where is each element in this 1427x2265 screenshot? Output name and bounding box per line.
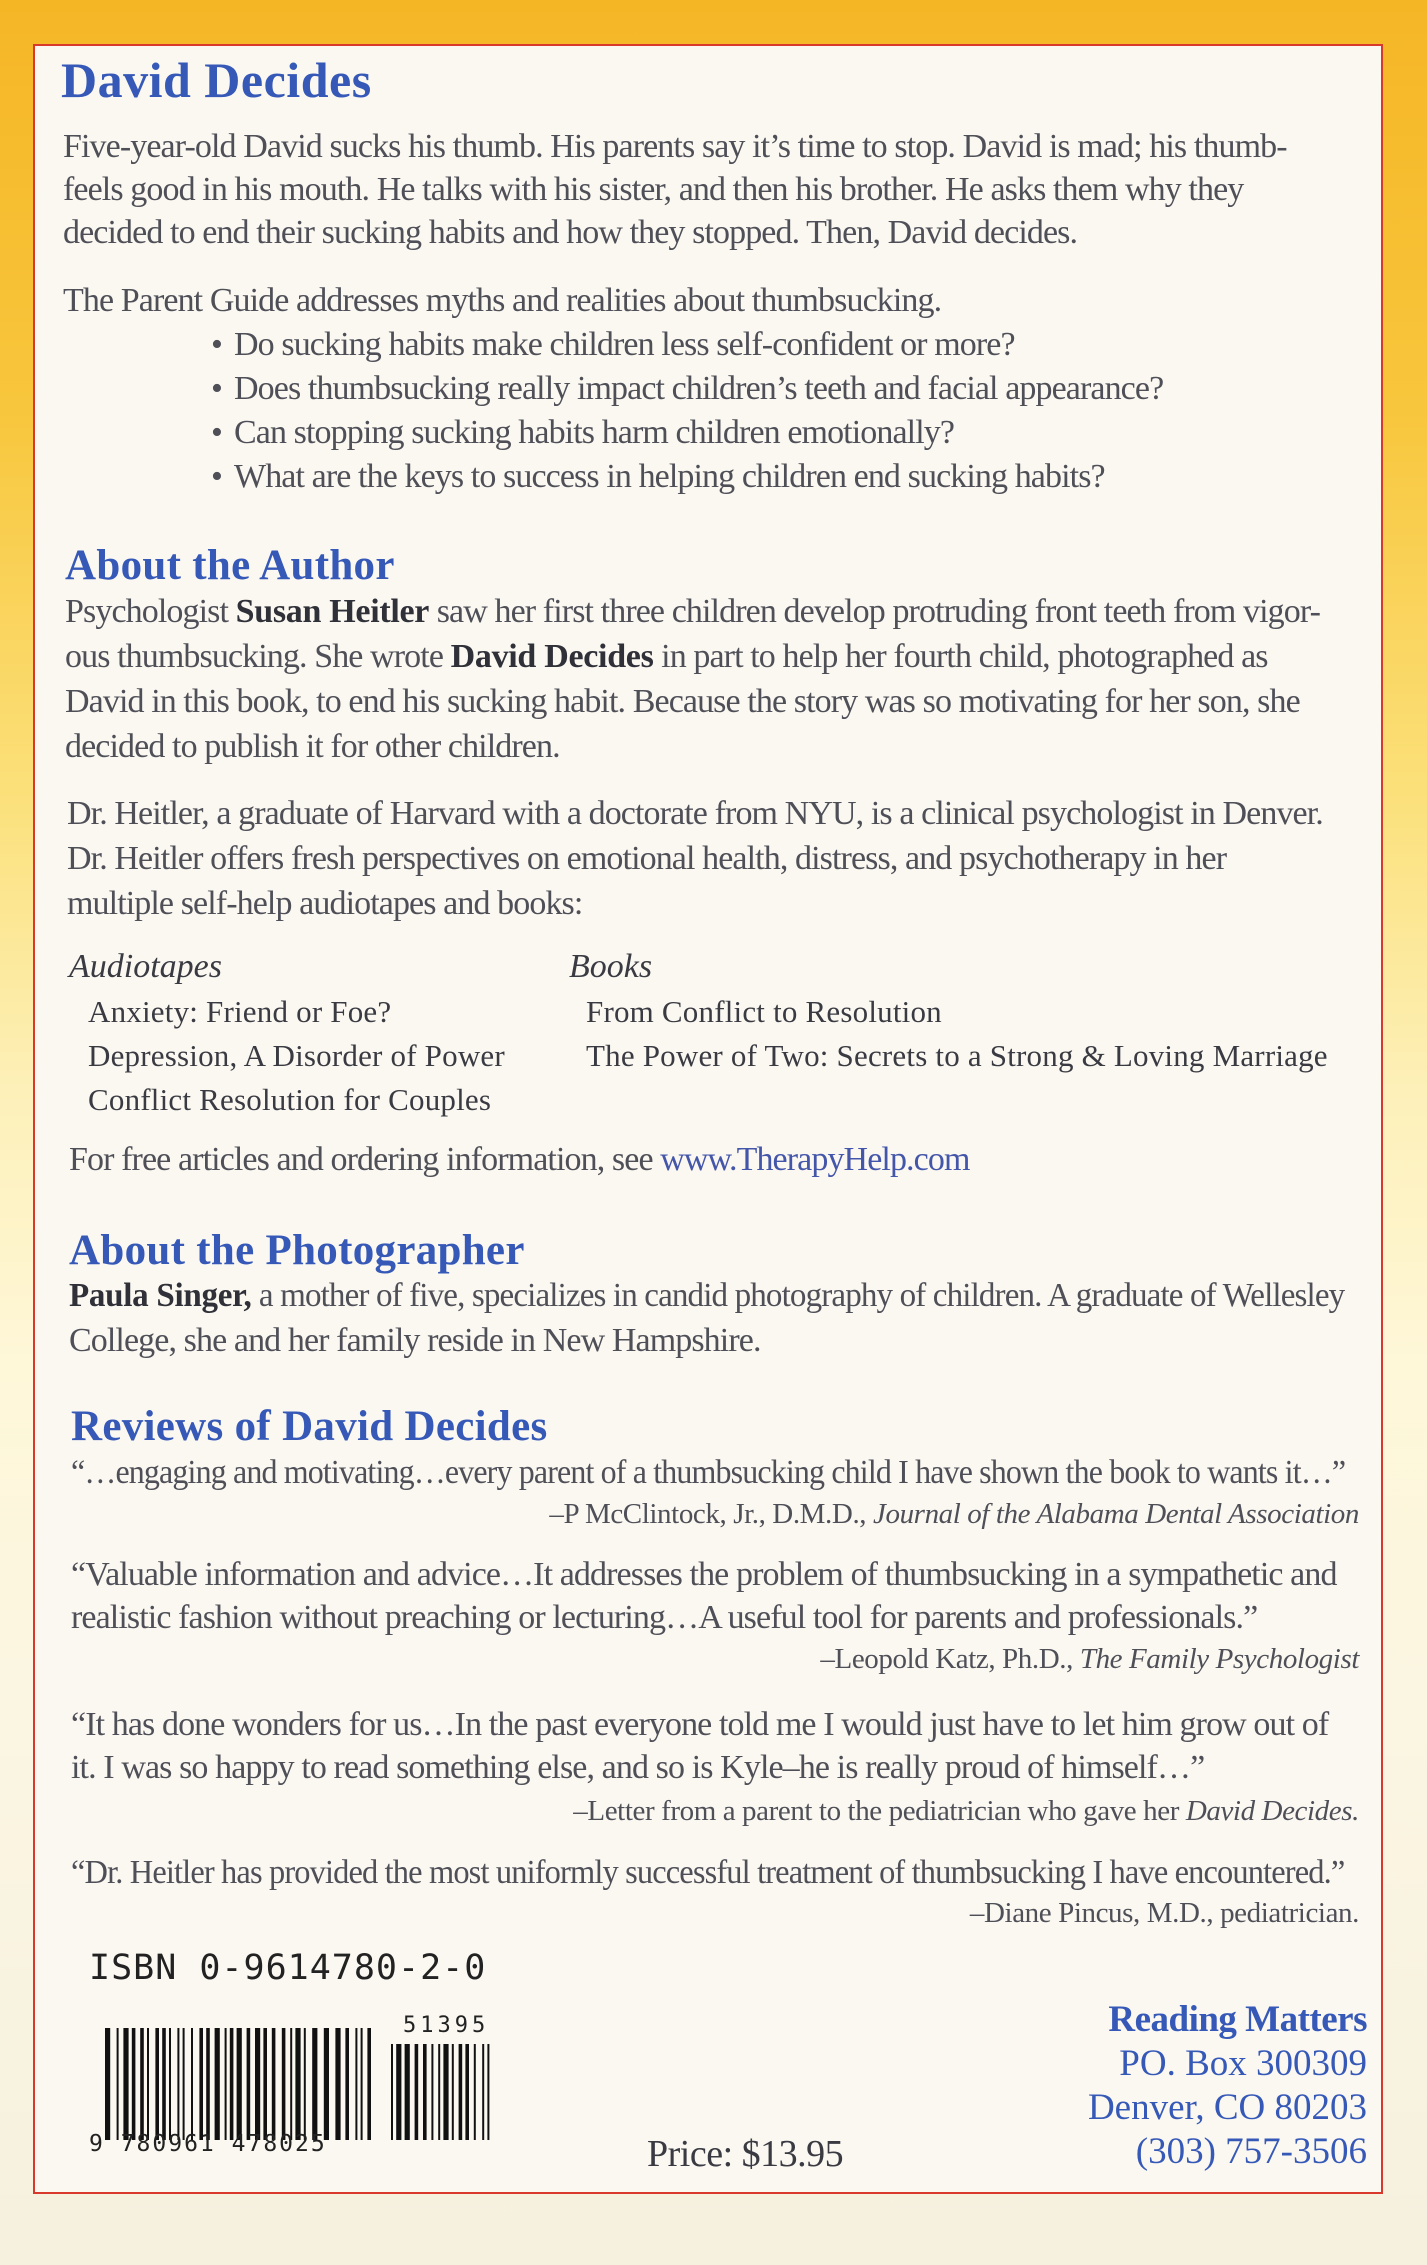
audiotape-item: Anxiety: Friend or Foe?	[88, 994, 392, 1029]
bullet-item: • What are the keys to success in helping children end sucking habits?	[211, 458, 1105, 495]
books-label: Books	[569, 948, 653, 985]
barcode-bar	[237, 2028, 242, 2140]
barcode-bar	[199, 2028, 203, 2140]
intro-line: Five-year-old David sucks his thumb. His parents say it’s time to stop. David is mad; his thumb-	[63, 128, 1287, 165]
author-line: ous thumbsucking. She wrote David Decides in part to help her fourth child, photographed as	[65, 638, 1268, 675]
publisher-address: PO. Box 300309	[1119, 2043, 1367, 2084]
audiotapes-label: Audiotapes	[69, 948, 222, 985]
page-title: David Decides	[61, 52, 372, 108]
barcode-bar	[169, 2028, 171, 2140]
publisher-name: Reading Matters	[1108, 1999, 1367, 2040]
back-cover-panel	[33, 44, 1383, 2194]
barcode-bar	[225, 2028, 227, 2140]
review-quote: “Valuable information and advice…It addresses the problem of thumbsucking in a sympathetic and	[71, 1556, 1337, 1593]
barcode-bar	[290, 2028, 292, 2140]
barcode-bar	[147, 2028, 149, 2140]
barcode-bars	[105, 2028, 385, 2140]
barcode-bar	[415, 2044, 419, 2140]
free-articles-line: For free articles and ordering information, see www.TherapyHelp.com	[69, 1141, 970, 1178]
barcode-bar	[132, 2028, 136, 2140]
photographer-line: Paula Singer, a mother of five, specializes in candid photography of children. A graduate of Wellesley	[69, 1277, 1345, 1314]
review-attribution: –P McClintock, Jr., D.M.D., Journal of the Alabama Dental Association	[549, 1498, 1359, 1530]
author-heading: About the Author	[65, 542, 395, 589]
barcode-bar	[367, 2028, 371, 2140]
barcode-digits: 9 780961 478025	[89, 2131, 327, 2157]
barcode-bar	[247, 2028, 251, 2140]
barcode-bar	[105, 2028, 110, 2140]
barcode-bar	[155, 2028, 159, 2140]
barcode-bar	[443, 2044, 448, 2140]
author-line: Psychologist Susan Heitler saw her first three children develop protruding front teeth from vigor-	[65, 593, 1321, 630]
barcode-bar	[206, 2028, 210, 2140]
barcode-bar	[345, 2028, 349, 2140]
barcode-bar	[215, 2028, 220, 2140]
intro-line: feels good in his mouth. He talks with his sister, and then his brother. He asks them why they	[63, 171, 1244, 208]
barcode-bar	[405, 2044, 410, 2140]
barcode-bar	[272, 2028, 276, 2140]
audiotape-item: Conflict Resolution for Couples	[88, 1082, 492, 1117]
barcode-bar	[438, 2044, 440, 2140]
review-attribution: –Diane Pincus, M.D., pediatrician.	[969, 1897, 1359, 1929]
barcode-bar	[263, 2028, 267, 2140]
barcode-bar	[482, 2044, 484, 2140]
author-bio-line: Dr. Heitler, a graduate of Harvard with a doctorate from NYU, is a clinical psychologist in Denver.	[67, 795, 1323, 832]
photographer-line: College, she and her family reside in New Hampshire.	[69, 1322, 761, 1359]
review-quote: “It has done wonders for us…In the past everyone told me I would just have to let him grow out of	[71, 1706, 1329, 1743]
barcode-bar	[295, 2028, 300, 2140]
author-bio-line: Dr. Heitler offers fresh perspectives on emotional health, distress, and psychotherapy in her	[67, 840, 1227, 877]
barcode-bar	[191, 2028, 193, 2140]
author-name: Susan Heitler	[235, 593, 430, 630]
photographer-name: Paula Singer,	[69, 1277, 252, 1314]
author-line: David in this book, to end his sucking habit. Because the story was so motivating for her son, she	[65, 683, 1300, 720]
barcode-bar	[282, 2028, 286, 2140]
barcode-bar	[324, 2028, 329, 2140]
bullet-item: • Does thumbsucking really impact children’s teeth and facial appearance?	[211, 370, 1164, 407]
book-item: From Conflict to Resolution	[586, 994, 942, 1029]
price-code-digits: 51395	[403, 2013, 490, 2038]
website-link[interactable]: www.TherapyHelp.com	[660, 1141, 970, 1178]
book-item: The Power of Two: Secrets to a Strong & Loving Marriage	[586, 1038, 1328, 1073]
reviews-heading: Reviews of David Decides	[71, 1403, 548, 1450]
barcode-bar	[431, 2044, 433, 2140]
audiotape-item: Depression, A Disorder of Power	[88, 1038, 505, 1073]
book-title: David Decides	[450, 638, 654, 675]
isbn-barcode	[89, 1948, 507, 2168]
barcode-extension-bars	[391, 2044, 501, 2140]
guide-intro: The Parent Guide addresses myths and realities about thumbsucking.	[63, 282, 942, 319]
barcode-bar	[123, 2028, 128, 2140]
bullet-item: • Can stopping sucking habits harm children emotionally?	[211, 414, 955, 451]
barcode-bar	[465, 2044, 469, 2140]
author-line: decided to publish it for other children.	[65, 728, 560, 765]
publisher-city: Denver, CO 80203	[1087, 2087, 1367, 2128]
barcode-bar	[140, 2028, 144, 2140]
barcode-bar	[474, 2044, 476, 2140]
isbn-number: ISBN 0-9614780-2-0	[89, 1948, 487, 1988]
intro-line: decided to end their sucking habits and how they stopped. Then, David decides.	[63, 214, 1078, 251]
review-attribution: –Letter from a parent to the pediatrician who gave her David Decides.	[573, 1795, 1359, 1827]
review-quote: realistic fashion without preaching or lecturing…A useful tool for parents and professionals.”	[71, 1599, 1258, 1636]
publisher-phone: (303) 757-3506	[1135, 2131, 1367, 2172]
barcode-bar	[162, 2028, 166, 2140]
barcode-bar	[183, 2028, 185, 2140]
bullet-item: • Do sucking habits make children less self-confident or more?	[211, 326, 1015, 363]
review-quote: it. I was so happy to read something else, and so is Kyle–he is really proud of himself…”	[71, 1749, 1205, 1786]
author-bio-line: multiple self-help audiotapes and books:	[67, 885, 583, 922]
barcode-bar	[117, 2028, 119, 2140]
barcode-bar	[391, 2044, 393, 2140]
barcode-bar	[355, 2028, 357, 2140]
barcode-bar	[312, 2028, 317, 2140]
barcode-bar	[255, 2028, 260, 2140]
review-quote: “…engaging and motivating…every parent of a thumbsucking child I have shown the book to wants it…”	[71, 1454, 1346, 1491]
review-attribution: –Leopold Katz, Ph.D., The Family Psychologist	[820, 1643, 1359, 1675]
barcode-bar	[335, 2028, 340, 2140]
barcode-bar	[423, 2044, 427, 2140]
barcode-bar	[177, 2028, 179, 2140]
price-label: Price: $13.95	[647, 2133, 844, 2175]
photographer-heading: About the Photographer	[69, 1227, 525, 1274]
barcode-bar	[396, 2044, 401, 2140]
barcode-bar	[304, 2028, 306, 2140]
barcode-bar	[361, 2028, 363, 2140]
barcode-bar	[230, 2028, 234, 2140]
barcode-bar	[459, 2044, 463, 2140]
review-quote: “Dr. Heitler has provided the most uniformly successful treatment of thumbsucking I have encountered.”	[71, 1854, 1345, 1891]
barcode-bar	[487, 2044, 489, 2140]
barcode-bar	[452, 2044, 454, 2140]
